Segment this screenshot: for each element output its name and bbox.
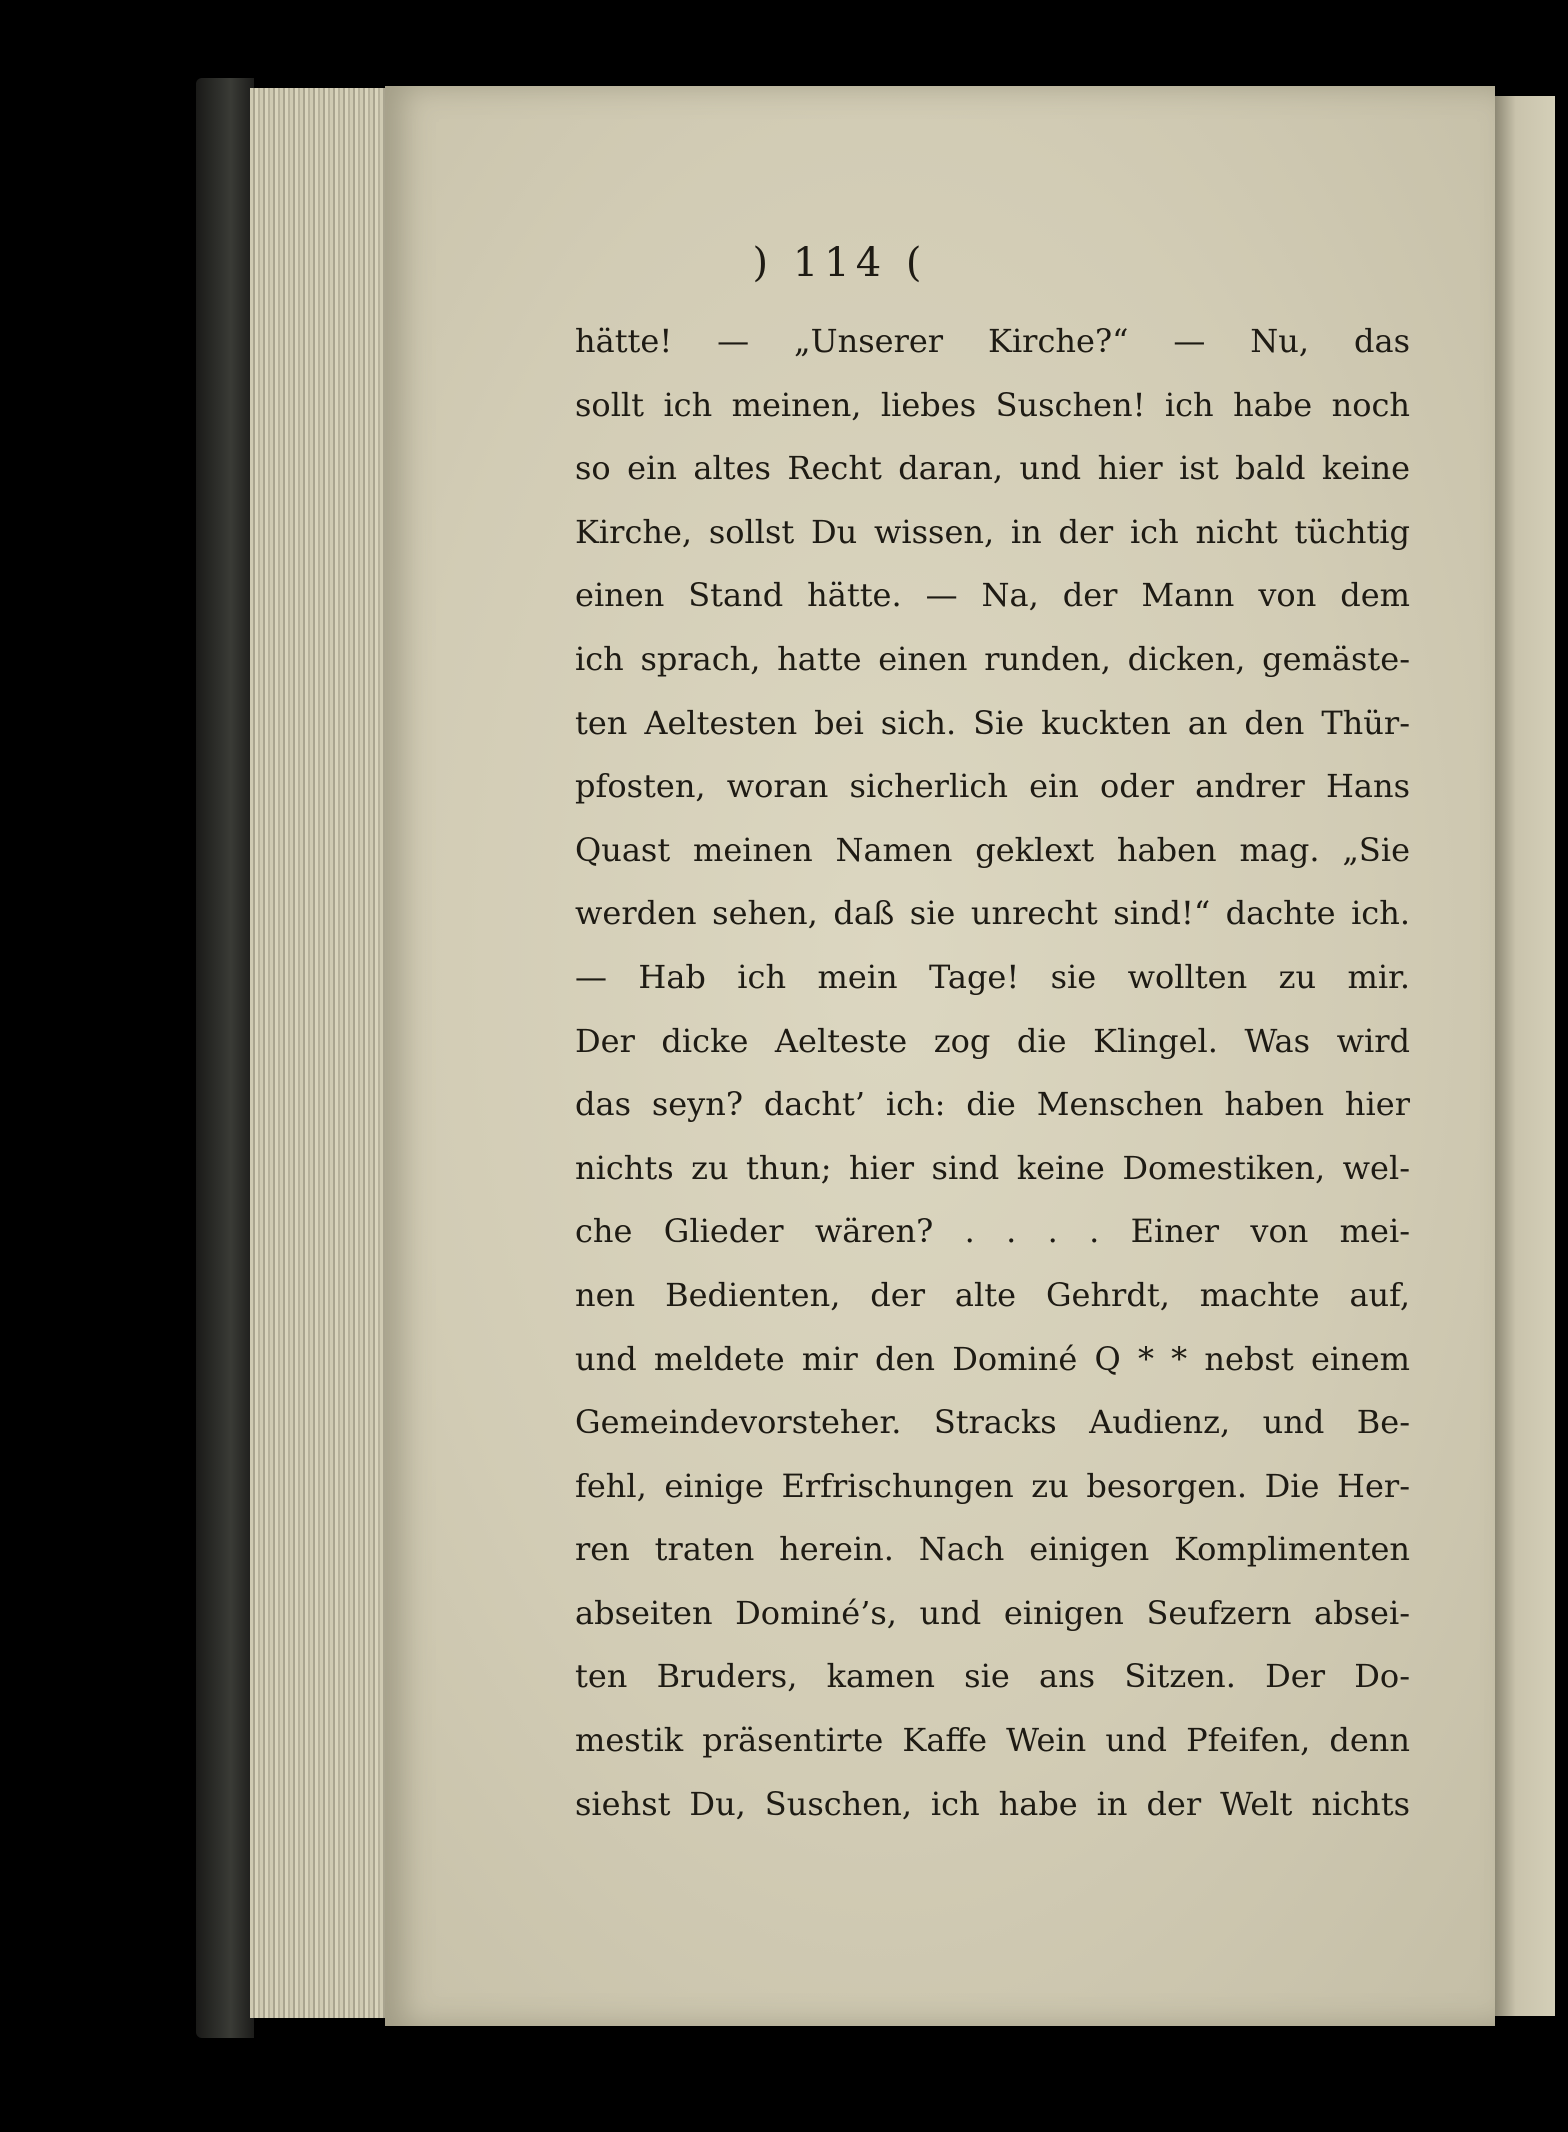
text-line: siehst Du, Suschen, ich habe in der Welt nichts [575,1784,1410,1823]
text-line: — Hab ich mein Tage! sie wollten zu mir. [575,957,1410,996]
text-line: das seyn? dacht’ ich: die Menschen haben hier [575,1085,1410,1124]
text-line: mestik präsentirte Kaffe Wein und Pfeifen, denn [575,1721,1410,1760]
book-page [385,86,1495,2026]
text-line: nichts zu thun; hier sind keine Domestiken, wel- [575,1148,1410,1187]
text-line: Quast meinen Namen geklext haben mag. „Sie [575,830,1410,869]
text-line: ich sprach, hatte einen runden, dicken, gemäste- [575,639,1410,678]
text-line: ten Aeltesten bei sich. Sie kuckten an den Thür- [575,703,1410,742]
text-line: so ein altes Recht daran, und hier ist bald keine [575,449,1410,488]
book-cover-edge [196,78,254,2038]
text-line: che Glieder wären? . . . . Einer von mei- [575,1212,1410,1251]
page-edges [250,88,390,2018]
text-line: einen Stand hätte. — Na, der Mann von dem [575,576,1410,615]
text-line: ren traten herein. Nach einigen Komplimenten [575,1530,1410,1569]
text-line: und meldete mir den Dominé Q * * nebst einem [575,1339,1410,1378]
text-line: werden sehen, daß sie unrecht sind!“ dachte ich. [575,894,1410,933]
text-line: Der dicke Aelteste zog die Klingel. Was wird [575,1021,1410,1060]
text-line: sollt ich meinen, liebes Suschen! ich habe noch [575,385,1410,424]
text-line: pfosten, woran sicherlich ein oder andrer Hans [575,767,1410,806]
facing-page-edge [1495,96,1555,2016]
text-line: fehl, einige Erfrischungen zu besorgen. Die Her- [575,1466,1410,1505]
page-number-header: ) 114 ( [752,240,928,286]
body-text [575,310,1410,1836]
text-line: Gemeindevorsteher. Stracks Audienz, und Be- [575,1403,1410,1442]
text-line: nen Bedienten, der alte Gehrdt, machte auf, [575,1275,1410,1314]
text-line: ten Bruders, kamen sie ans Sitzen. Der Do- [575,1657,1410,1696]
text-line: hätte! — „Unserer Kirche?“ — Nu, das [575,322,1410,360]
text-line: abseiten Dominé’s, und einigen Seufzern absei- [575,1593,1410,1632]
text-line: Kirche, sollst Du wissen, in der ich nicht tüchtig [575,512,1410,551]
